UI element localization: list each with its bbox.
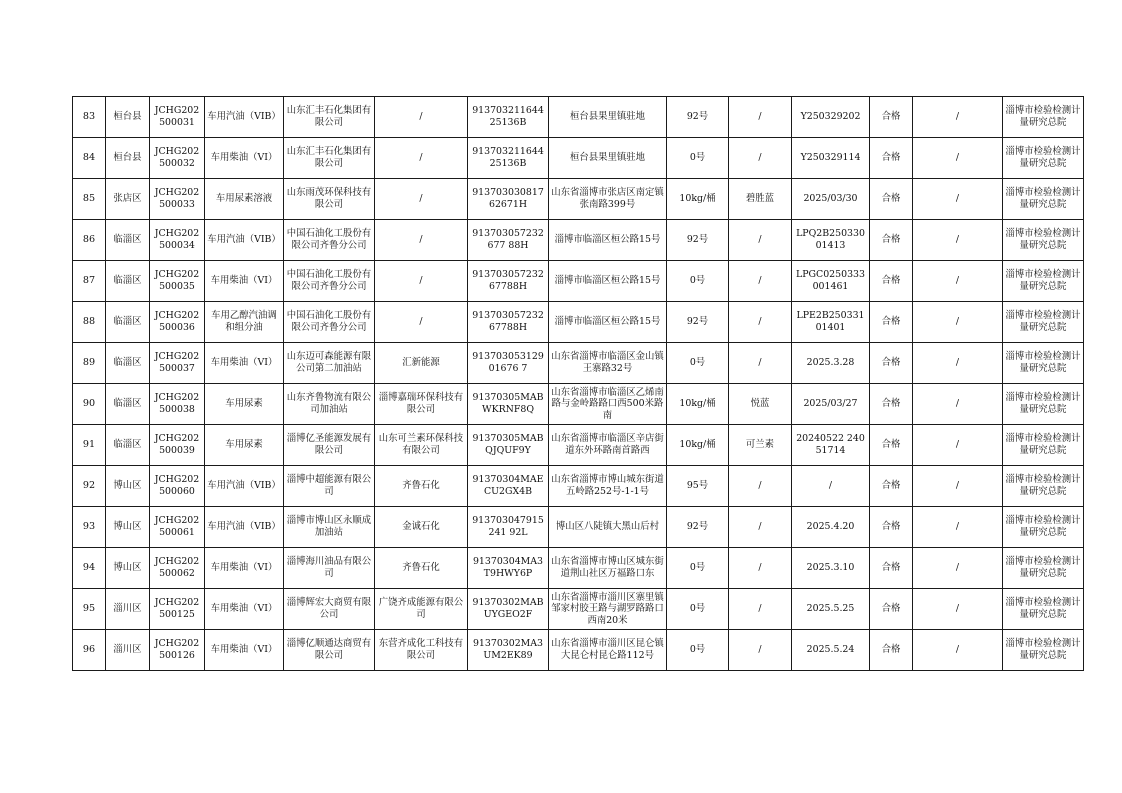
cell-inspection-agency: 淄博市检验检测计量研究总院 <box>1003 384 1084 425</box>
cell-batch-no: 2025.3.10 <box>792 548 870 589</box>
cell-result: 合格 <box>870 630 913 671</box>
cell-result: 合格 <box>870 548 913 589</box>
table-body <box>73 97 1084 671</box>
cell-producer-name: 淄博中超能源有限公司 <box>284 466 375 507</box>
cell-result: 合格 <box>870 507 913 548</box>
cell-brand: / <box>729 507 792 548</box>
cell-nonconforming-item: / <box>913 425 1003 466</box>
cell-inspection-agency: 淄博市检验检测计量研究总院 <box>1003 220 1084 261</box>
cell-producer-name: 山东汇丰石化集团有限公司 <box>284 97 375 138</box>
cell-product-name: 车用柴油（VI） <box>205 589 284 630</box>
cell-specification: 0号 <box>667 343 729 384</box>
cell-specification: 92号 <box>667 507 729 548</box>
cell-batch-no: Y250329114 <box>792 138 870 179</box>
cell-supplier-name: 汇新能源 <box>375 343 468 384</box>
cell-brand: / <box>729 548 792 589</box>
cell-address: 淄博市临淄区桓公路15号 <box>549 220 667 261</box>
cell-inspection-agency: 淄博市检验检测计量研究总院 <box>1003 97 1084 138</box>
cell-nonconforming-item: / <box>913 507 1003 548</box>
cell-brand: 悦蓝 <box>729 384 792 425</box>
cell-seq-no: 84 <box>73 138 106 179</box>
cell-result: 合格 <box>870 302 913 343</box>
cell-inspection-agency: 淄博市检验检测计量研究总院 <box>1003 507 1084 548</box>
cell-product-name: 车用汽油（VIB） <box>205 466 284 507</box>
cell-result: 合格 <box>870 220 913 261</box>
cell-specification: 0号 <box>667 548 729 589</box>
cell-product-name: 车用汽油（VIB） <box>205 507 284 548</box>
cell-producer-name: 山东雨茂环保科技有限公司 <box>284 179 375 220</box>
cell-nonconforming-item: / <box>913 589 1003 630</box>
cell-address: 淄博市临淄区桓公路15号 <box>549 302 667 343</box>
cell-supplier-name: / <box>375 179 468 220</box>
cell-district: 博山区 <box>106 548 150 589</box>
table-row <box>73 138 1084 179</box>
cell-address: 桓台县果里镇驻地 <box>549 97 667 138</box>
cell-nonconforming-item: / <box>913 343 1003 384</box>
table-row <box>73 548 1084 589</box>
cell-seq-no: 90 <box>73 384 106 425</box>
cell-inspection-agency: 淄博市检验检测计量研究总院 <box>1003 630 1084 671</box>
cell-product-name: 车用柴油（VI） <box>205 630 284 671</box>
cell-seq-no: 86 <box>73 220 106 261</box>
cell-producer-name: 中国石油化工股份有限公司齐鲁分公司 <box>284 261 375 302</box>
cell-seq-no: 88 <box>73 302 106 343</box>
cell-supplier-name: 齐鲁石化 <box>375 466 468 507</box>
cell-batch-no: LPQ2B25033001413 <box>792 220 870 261</box>
cell-result: 合格 <box>870 466 913 507</box>
cell-batch-no: 2025.3.28 <box>792 343 870 384</box>
cell-seq-no: 87 <box>73 261 106 302</box>
cell-batch-no: LPGC0250333001461 <box>792 261 870 302</box>
cell-producer-name: 淄博亿顺通达商贸有限公司 <box>284 630 375 671</box>
cell-credit-code: 91370305723267788H <box>468 302 549 343</box>
cell-nonconforming-item: / <box>913 548 1003 589</box>
cell-address: 淄博市临淄区桓公路15号 <box>549 261 667 302</box>
cell-district: 淄川区 <box>106 630 150 671</box>
cell-sample-id: JCHG202500039 <box>150 425 205 466</box>
cell-supplier-name: / <box>375 97 468 138</box>
cell-batch-no: 2025.5.24 <box>792 630 870 671</box>
cell-nonconforming-item: / <box>913 302 1003 343</box>
cell-result: 合格 <box>870 97 913 138</box>
cell-district: 临淄区 <box>106 220 150 261</box>
cell-sample-id: JCHG202500038 <box>150 384 205 425</box>
cell-batch-no: Y250329202 <box>792 97 870 138</box>
cell-credit-code: 91370321164425136B <box>468 138 549 179</box>
table-row <box>73 97 1084 138</box>
cell-address: 山东省淄博市淄川区寨里镇邹家村胶王路与湖罗路路口西南20米 <box>549 589 667 630</box>
cell-seq-no: 91 <box>73 425 106 466</box>
table-row <box>73 261 1084 302</box>
cell-credit-code: 913703047915241 92L <box>468 507 549 548</box>
cell-inspection-agency: 淄博市检验检测计量研究总院 <box>1003 261 1084 302</box>
cell-district: 临淄区 <box>106 343 150 384</box>
cell-specification: 92号 <box>667 302 729 343</box>
cell-specification: 0号 <box>667 261 729 302</box>
cell-seq-no: 83 <box>73 97 106 138</box>
cell-supplier-name: / <box>375 302 468 343</box>
cell-product-name: 车用乙醇汽油调和组分油 <box>205 302 284 343</box>
cell-batch-no: LPE2B25033101401 <box>792 302 870 343</box>
cell-product-name: 车用柴油（VI） <box>205 261 284 302</box>
cell-result: 合格 <box>870 384 913 425</box>
cell-sample-id: JCHG202500062 <box>150 548 205 589</box>
cell-seq-no: 96 <box>73 630 106 671</box>
cell-producer-name: 山东迈可森能源有限公司第二加油站 <box>284 343 375 384</box>
cell-producer-name: 淄博亿圣能源发展有限公司 <box>284 425 375 466</box>
cell-supplier-name: 广饶齐成能源有限公司 <box>375 589 468 630</box>
cell-nonconforming-item: / <box>913 97 1003 138</box>
table-row <box>73 589 1084 630</box>
cell-sample-id: JCHG202500035 <box>150 261 205 302</box>
cell-supplier-name: 金诚石化 <box>375 507 468 548</box>
cell-sample-id: JCHG202500061 <box>150 507 205 548</box>
cell-nonconforming-item: / <box>913 220 1003 261</box>
cell-credit-code: 91370302MABUYGEO2F <box>468 589 549 630</box>
cell-product-name: 车用汽油（VIB） <box>205 220 284 261</box>
cell-producer-name: 山东齐鲁物流有限公司加油站 <box>284 384 375 425</box>
cell-seq-no: 93 <box>73 507 106 548</box>
cell-brand: / <box>729 343 792 384</box>
cell-result: 合格 <box>870 425 913 466</box>
cell-batch-no: 2025/03/30 <box>792 179 870 220</box>
cell-nonconforming-item: / <box>913 261 1003 302</box>
cell-inspection-agency: 淄博市检验检测计量研究总院 <box>1003 179 1084 220</box>
cell-credit-code: 91370305723267788H <box>468 261 549 302</box>
cell-brand: 碧胜蓝 <box>729 179 792 220</box>
cell-batch-no: / <box>792 466 870 507</box>
cell-specification: 0号 <box>667 138 729 179</box>
cell-sample-id: JCHG202500034 <box>150 220 205 261</box>
cell-address: 山东省淄博市临淄区金山镇王寨路32号 <box>549 343 667 384</box>
cell-specification: 0号 <box>667 630 729 671</box>
cell-sample-id: JCHG202500126 <box>150 630 205 671</box>
table-row <box>73 630 1084 671</box>
cell-seq-no: 92 <box>73 466 106 507</box>
cell-brand: / <box>729 138 792 179</box>
cell-address: 山东省淄博市博山城东街道五岭路252号-1-1号 <box>549 466 667 507</box>
cell-sample-id: JCHG202500036 <box>150 302 205 343</box>
cell-product-name: 车用柴油（VI） <box>205 548 284 589</box>
cell-credit-code: 91370305MABWKRNF8Q <box>468 384 549 425</box>
cell-producer-name: 淄博海川油品有限公司 <box>284 548 375 589</box>
cell-product-name: 车用尿素 <box>205 384 284 425</box>
table-row <box>73 384 1084 425</box>
cell-product-name: 车用尿素 <box>205 425 284 466</box>
cell-address: 山东省淄博市临淄区辛店街道东外环路南首路西 <box>549 425 667 466</box>
cell-product-name: 车用柴油（VI） <box>205 138 284 179</box>
cell-brand: / <box>729 302 792 343</box>
cell-nonconforming-item: / <box>913 179 1003 220</box>
cell-seq-no: 94 <box>73 548 106 589</box>
cell-supplier-name: 东营齐成化工科技有限公司 <box>375 630 468 671</box>
cell-brand: / <box>729 220 792 261</box>
cell-credit-code: 91370305MABQJQUF9Y <box>468 425 549 466</box>
cell-credit-code: 91370305312901676 7 <box>468 343 549 384</box>
cell-district: 博山区 <box>106 507 150 548</box>
cell-brand: / <box>729 466 792 507</box>
cell-result: 合格 <box>870 261 913 302</box>
cell-product-name: 车用尿素溶液 <box>205 179 284 220</box>
cell-inspection-agency: 淄博市检验检测计量研究总院 <box>1003 138 1084 179</box>
table-row <box>73 507 1084 548</box>
cell-supplier-name: / <box>375 261 468 302</box>
cell-sample-id: JCHG202500060 <box>150 466 205 507</box>
cell-result: 合格 <box>870 343 913 384</box>
cell-address: 博山区八陡镇大黑山后村 <box>549 507 667 548</box>
cell-specification: 10kg/桶 <box>667 425 729 466</box>
cell-inspection-agency: 淄博市检验检测计量研究总院 <box>1003 548 1084 589</box>
cell-specification: 95号 <box>667 466 729 507</box>
cell-address: 山东省淄博市博山区城东街道荆山社区万福路口东 <box>549 548 667 589</box>
cell-producer-name: 中国石油化工股份有限公司齐鲁分公司 <box>284 220 375 261</box>
cell-brand: / <box>729 630 792 671</box>
cell-address: 山东省淄博市临淄区乙烯南路与金岭路路口西500米路南 <box>549 384 667 425</box>
cell-inspection-agency: 淄博市检验检测计量研究总院 <box>1003 302 1084 343</box>
cell-specification: 10kg/桶 <box>667 179 729 220</box>
cell-credit-code: 91370321164425136B <box>468 97 549 138</box>
cell-nonconforming-item: / <box>913 384 1003 425</box>
cell-district: 桓台县 <box>106 138 150 179</box>
cell-producer-name: 淄博辉宏大商贸有限公司 <box>284 589 375 630</box>
cell-nonconforming-item: / <box>913 630 1003 671</box>
cell-supplier-name: 山东可兰素环保科技有限公司 <box>375 425 468 466</box>
cell-credit-code: 91370303081762671H <box>468 179 549 220</box>
cell-specification: 10kg/桶 <box>667 384 729 425</box>
cell-sample-id: JCHG202500033 <box>150 179 205 220</box>
cell-brand: / <box>729 589 792 630</box>
cell-supplier-name: / <box>375 220 468 261</box>
cell-specification: 92号 <box>667 97 729 138</box>
cell-sample-id: JCHG202500031 <box>150 97 205 138</box>
table-row <box>73 466 1084 507</box>
cell-supplier-name: 齐鲁石化 <box>375 548 468 589</box>
cell-result: 合格 <box>870 589 913 630</box>
cell-producer-name: 淄博市博山区永顺成加油站 <box>284 507 375 548</box>
cell-producer-name: 中国石油化工股份有限公司齐鲁分公司 <box>284 302 375 343</box>
cell-inspection-agency: 淄博市检验检测计量研究总院 <box>1003 425 1084 466</box>
cell-district: 张店区 <box>106 179 150 220</box>
cell-seq-no: 89 <box>73 343 106 384</box>
cell-supplier-name: / <box>375 138 468 179</box>
inspection-results-table <box>72 96 1084 671</box>
cell-inspection-agency: 淄博市检验检测计量研究总院 <box>1003 466 1084 507</box>
cell-sample-id: JCHG202500125 <box>150 589 205 630</box>
cell-brand: 可兰素 <box>729 425 792 466</box>
cell-district: 淄川区 <box>106 589 150 630</box>
cell-seq-no: 95 <box>73 589 106 630</box>
cell-district: 临淄区 <box>106 384 150 425</box>
cell-batch-no: 2025.5.25 <box>792 589 870 630</box>
cell-nonconforming-item: / <box>913 138 1003 179</box>
cell-district: 临淄区 <box>106 302 150 343</box>
cell-district: 桓台县 <box>106 97 150 138</box>
cell-batch-no: 20240522 24051714 <box>792 425 870 466</box>
table-row <box>73 425 1084 466</box>
cell-specification: 0号 <box>667 589 729 630</box>
cell-product-name: 车用柴油（VI） <box>205 343 284 384</box>
cell-district: 临淄区 <box>106 425 150 466</box>
table-row <box>73 302 1084 343</box>
cell-credit-code: 91370304MA3T9HWY6P <box>468 548 549 589</box>
cell-credit-code: 91370304MAECU2GX4B <box>468 466 549 507</box>
cell-sample-id: JCHG202500037 <box>150 343 205 384</box>
cell-address: 桓台县果里镇驻地 <box>549 138 667 179</box>
cell-nonconforming-item: / <box>913 466 1003 507</box>
cell-inspection-agency: 淄博市检验检测计量研究总院 <box>1003 589 1084 630</box>
cell-sample-id: JCHG202500032 <box>150 138 205 179</box>
cell-address: 山东省淄博市淄川区昆仑镇大昆仑村昆仑路112号 <box>549 630 667 671</box>
cell-seq-no: 85 <box>73 179 106 220</box>
cell-district: 临淄区 <box>106 261 150 302</box>
cell-supplier-name: 淄博嘉瑞环保科技有限公司 <box>375 384 468 425</box>
table-row <box>73 220 1084 261</box>
cell-specification: 92号 <box>667 220 729 261</box>
cell-brand: / <box>729 261 792 302</box>
cell-producer-name: 山东汇丰石化集团有限公司 <box>284 138 375 179</box>
cell-result: 合格 <box>870 138 913 179</box>
cell-credit-code: 91370302MA3UM2EK89 <box>468 630 549 671</box>
cell-result: 合格 <box>870 179 913 220</box>
cell-product-name: 车用汽油（VIB） <box>205 97 284 138</box>
cell-address: 山东省淄博市张店区南定镇张南路399号 <box>549 179 667 220</box>
cell-credit-code: 913703057232677 88H <box>468 220 549 261</box>
cell-district: 博山区 <box>106 466 150 507</box>
cell-batch-no: 2025.4.20 <box>792 507 870 548</box>
cell-inspection-agency: 淄博市检验检测计量研究总院 <box>1003 343 1084 384</box>
cell-brand: / <box>729 97 792 138</box>
cell-batch-no: 2025/03/27 <box>792 384 870 425</box>
table-row <box>73 343 1084 384</box>
table-row <box>73 179 1084 220</box>
